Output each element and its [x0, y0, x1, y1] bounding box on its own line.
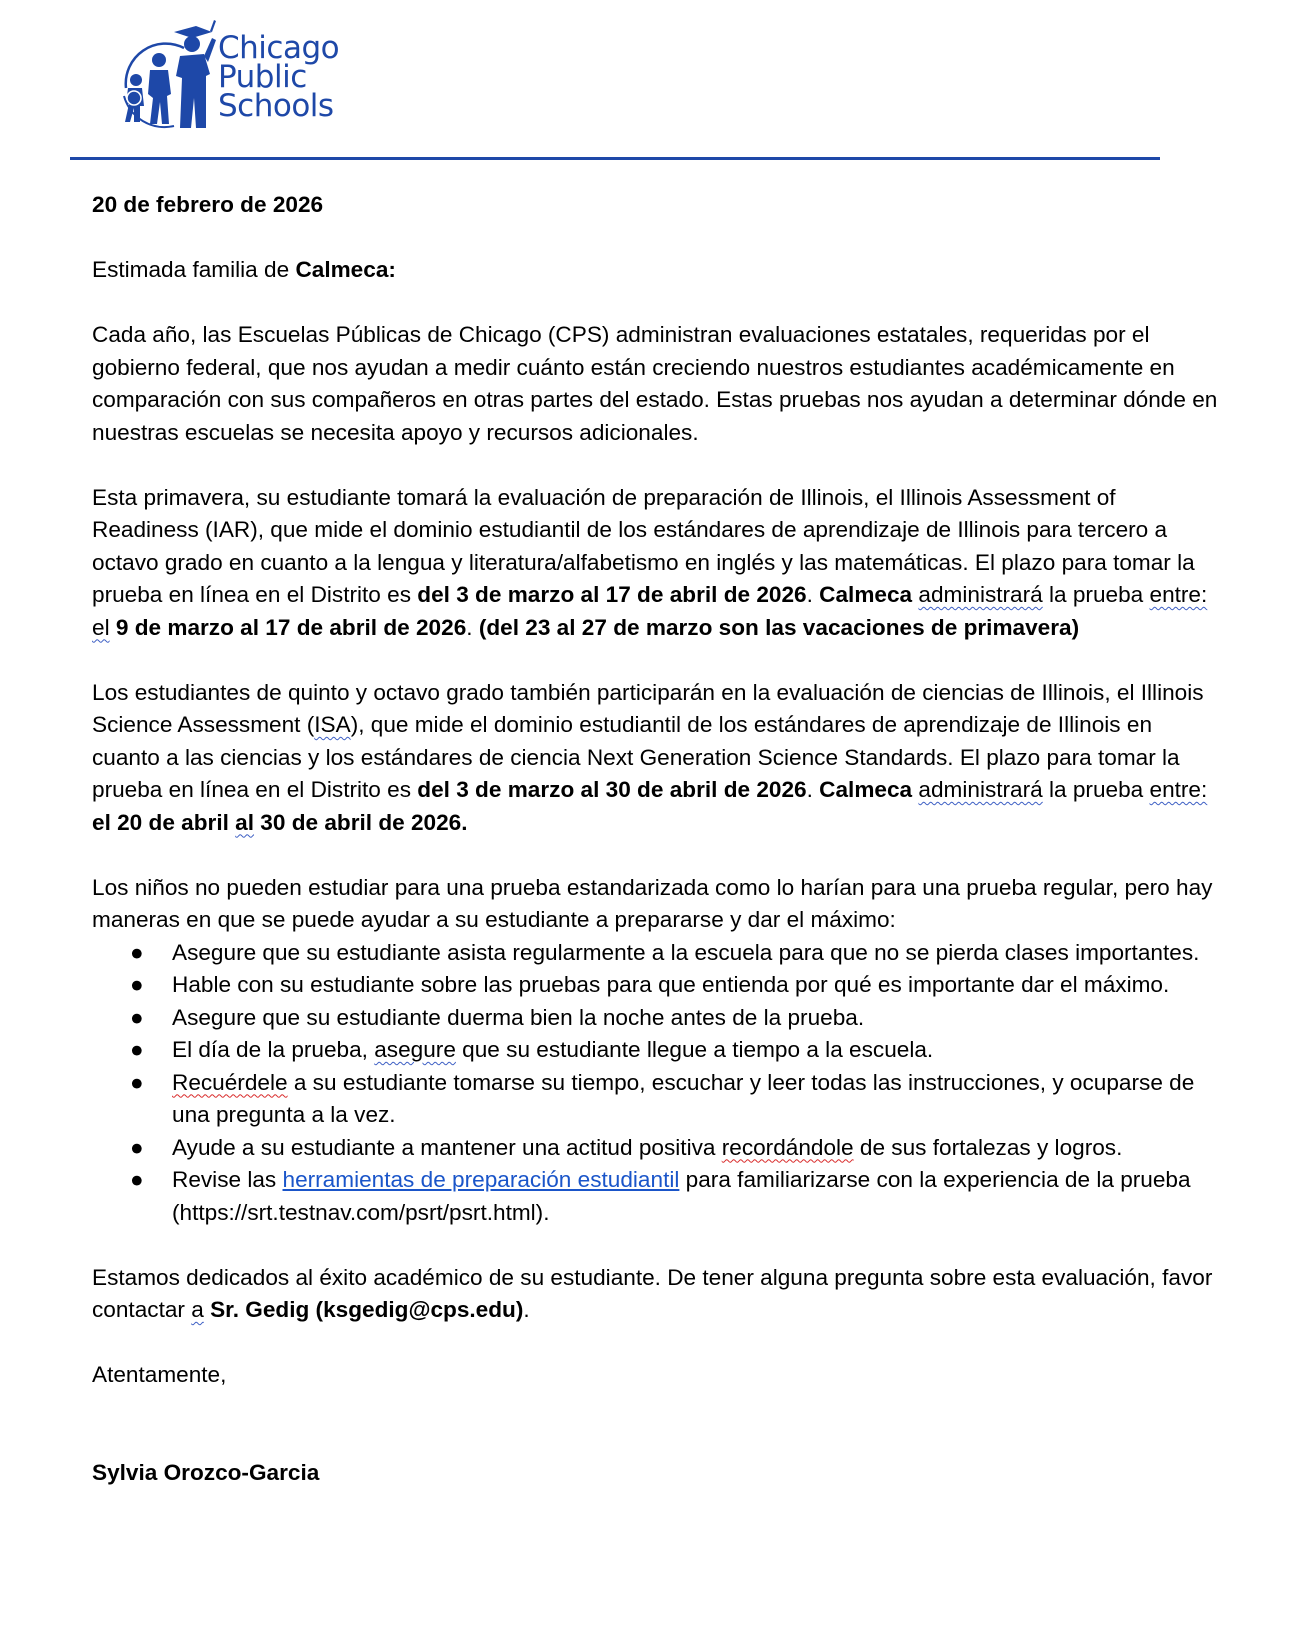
letter-date: 20 de febrero de 2026 [92, 192, 324, 217]
grammar-flag[interactable]: administrará [918, 582, 1043, 607]
student-prep-tools-link[interactable]: herramientas de preparación estudiantil [282, 1167, 680, 1192]
spring-break-note: (del 23 al 27 de marzo son las vacaciones de primavera) [478, 614, 1080, 640]
signature-name: Sylvia Orozco-Garcia [92, 1459, 320, 1485]
paragraph-iar: Esta primavera, su estudiante tomará la evaluación de preparación de Illinois, el Illinois Assessment of Readiness (IAR), que mide el dominio estudiantil de los estándares de aprendizaje de Illinois para tercero a octavo grado en cuanto a la lengua y literatura/alfabetismo en inglés y las matemáticas. El plazo para tomar la prueba en línea en el Distrito es del 3 de marzo al 17 de abril de 2026. Calmeca administrará la prueba entre: el 9 de marzo al 17 de abril de 2026. (del 23 al 27 de marzo son las vacaciones de primavera) [92, 484, 1208, 640]
iar-school-window: 9 de marzo al 17 de abril de 2026 [115, 614, 467, 640]
logo-line-schools: Schools [218, 88, 334, 124]
iar-school-name: Calmeca [819, 582, 913, 607]
header-divider [70, 157, 1160, 160]
list-item: ● Asegure que su estudiante asista regularmente a la escuela para que no se pierda clases importantes. [92, 937, 1222, 970]
isa-school-name: Calmeca [819, 777, 913, 802]
cps-logo [114, 18, 374, 138]
list-item: ● Recuérdele a su estudiante tomarse su tiempo, escuchar y leer todas las instrucciones, y ocuparse de una pregunta a la vez. [92, 1067, 1222, 1132]
spelling-flag[interactable]: Recuérdele [172, 1069, 288, 1095]
letter-body [92, 189, 1222, 1489]
grammar-flag[interactable]: administrará [918, 777, 1043, 802]
closing: Atentamente, [92, 1362, 227, 1387]
bullet-icon: ● [130, 972, 144, 997]
iar-district-window: del 3 de marzo al 17 de abril de 2026 [417, 582, 807, 607]
paragraph-intro: Cada año, las Escuelas Públicas de Chicago (CPS) administran evaluaciones estatales, requeridas por el gobierno federal, que nos ayudan a medir cuánto están creciendo nuestros estudiantes académicamente en comparación con sus compañeros en otras partes del estado. Estas pruebas nos ayudan a determinar dónde en nuestras escuelas se necesita apoyo y recursos adicionales. [92, 322, 1218, 445]
spelling-flag[interactable]: recordándole [721, 1134, 854, 1160]
bullet-icon: ● [130, 1037, 144, 1062]
logo-line-chicago: Chicago [218, 30, 340, 66]
bullet-icon: ● [130, 1004, 144, 1030]
list-item: ● Asegure que su estudiante duerma bien la noche antes de la prueba. [92, 1002, 1222, 1035]
grammar-flag[interactable]: al [235, 809, 255, 835]
bullet-icon: ● [130, 939, 144, 965]
greeting-school: Calmeca: [295, 257, 396, 282]
contact-person: Sr. Gedig (ksgedig@cps.edu) [210, 1297, 524, 1322]
list-item: ● Revise las herramientas de preparación estudiantil para familiarizarse con la experiencia de la prueba (https://srt.testnav.com/psrt/psrt.html). [92, 1164, 1222, 1229]
grammar-flag[interactable]: ISA [314, 712, 351, 737]
greeting [92, 254, 1222, 287]
isa-district-window: del 3 de marzo al 30 de abril de 2026 [417, 777, 807, 802]
bullet-icon: ● [130, 1167, 144, 1192]
grammar-flag[interactable]: entre: [1149, 777, 1208, 802]
bullet-icon: ● [130, 1134, 144, 1160]
bullet-icon: ● [130, 1069, 144, 1095]
logo-line-public: Public [218, 59, 307, 95]
tips-list [92, 937, 1222, 1230]
cps-logo-text [218, 30, 340, 124]
paragraph-isa: Los estudiantes de quinto y octavo grado también participarán en la evaluación de ciencias de Illinois, el Illinois Science Assessment (ISA), que mide el dominio estudiantil de los estándares de aprendizaje de Illinois en cuanto a las ciencias y los estándares de ciencia Next Generation Science Standards. El plazo para tomar la prueba en línea en el Distrito es del 3 de marzo al 30 de abril de 2026. Calmeca administrará la prueba entre: el 20 de abril al 30 de abril de 2026. [92, 679, 1208, 835]
list-item: ● Hable con su estudiante sobre las pruebas para que entienda por qué es importante dar el máximo. [92, 969, 1222, 1002]
list-item: ● El día de la prueba, asegure que su estudiante llegue a tiempo a la escuela. [92, 1034, 1222, 1067]
list-item: ● Ayude a su estudiante a mantener una actitud positiva recordándole de sus fortalezas y logros. [92, 1132, 1222, 1165]
paragraph-tips-intro: Los niños no pueden estudiar para una prueba estandarizada como lo harían para una prueba regular, pero hay maneras en que se puede ayudar a su estudiante a prepararse y dar el máximo: [92, 874, 1213, 932]
grammar-flag[interactable]: entre: el [92, 582, 1208, 640]
isa-school-window-start: el 20 de abril [92, 809, 236, 835]
grammar-flag[interactable]: asegure [374, 1037, 456, 1062]
cps-logo-figures-icon [114, 18, 219, 130]
grammar-flag[interactable]: a [191, 1297, 204, 1322]
isa-school-window-end: 30 de abril de 2026. [254, 809, 468, 835]
greeting-prefix: Estimada familia de [92, 257, 296, 282]
paragraph-contact: Estamos dedicados al éxito académico de su estudiante. De tener alguna pregunta sobre esta evaluación, favor contactar a Sr. Gedig (ksgedig@cps.edu). [92, 1264, 1213, 1322]
